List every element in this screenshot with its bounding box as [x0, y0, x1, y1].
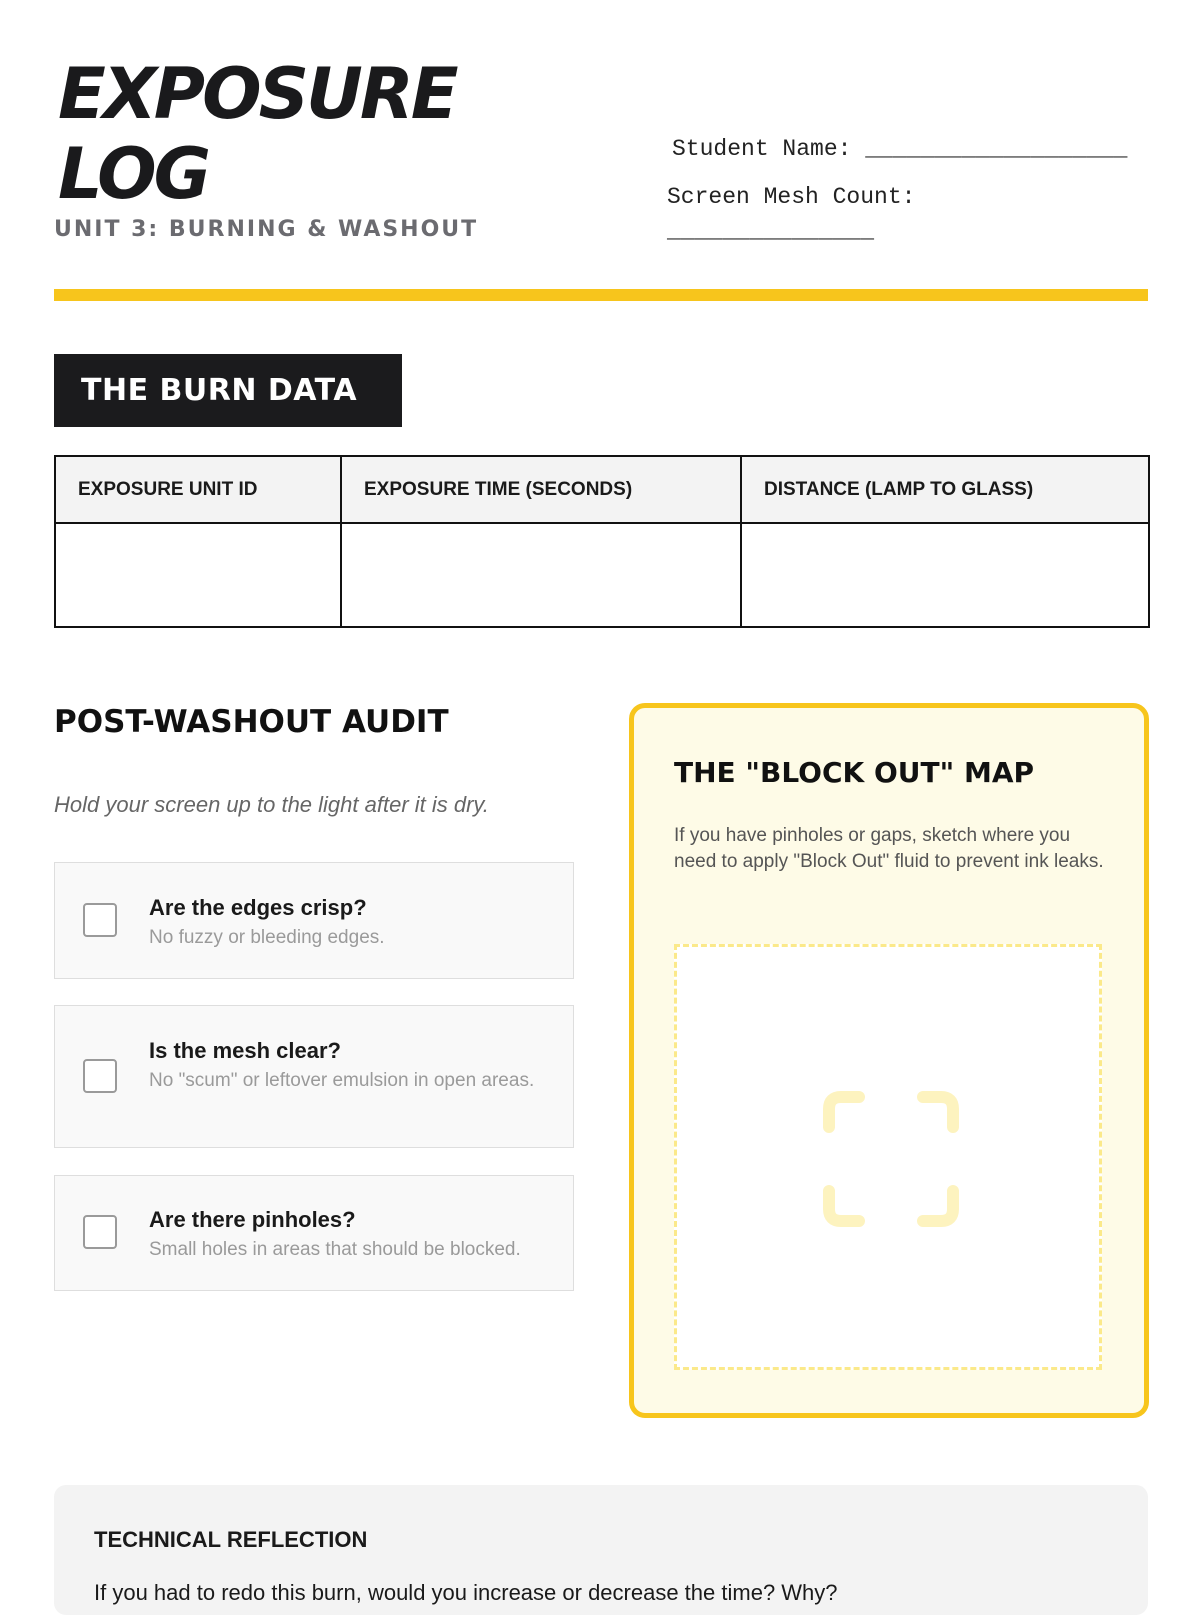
- column-header-unit-id: EXPOSURE UNIT ID: [55, 456, 341, 523]
- exposure-time-cell[interactable]: [341, 523, 741, 627]
- checklist-question: Is the mesh clear?: [149, 1038, 341, 1063]
- reflection-title: TECHNICAL REFLECTION: [94, 1527, 368, 1552]
- distance-cell[interactable]: [741, 523, 1149, 627]
- header-divider: [54, 289, 1148, 301]
- technical-reflection-section: [54, 1485, 1148, 1615]
- block-out-map-panel: [629, 703, 1149, 1418]
- burn-data-table: [54, 455, 1150, 628]
- block-out-map-description: If you have pinholes or gaps, sketch where you need to apply "Block Out" fluid to prevent ink leaks.: [674, 825, 1104, 872]
- page-title: [58, 54, 456, 214]
- checklist-detail: No fuzzy or bleeding edges.: [149, 927, 385, 948]
- table-row: [55, 523, 1149, 627]
- title-line-1: EXPOSURE: [58, 53, 456, 135]
- column-header-distance: DISTANCE (LAMP TO GLASS): [741, 456, 1149, 523]
- block-out-map-title: THE "BLOCK OUT" MAP: [674, 756, 1035, 789]
- checkbox[interactable]: [83, 1215, 117, 1249]
- checklist-item-edges: [54, 862, 574, 979]
- column-header-exposure-time: EXPOSURE TIME (SECONDS): [341, 456, 741, 523]
- audit-heading: POST-WASHOUT AUDIT: [54, 704, 449, 740]
- mesh-count-label: Screen Mesh Count:: [667, 184, 916, 210]
- checkbox[interactable]: [83, 903, 117, 937]
- audit-hint: Hold your screen up to the light after it is dry.: [54, 792, 489, 817]
- mesh-count-field[interactable]: _______________: [667, 218, 875, 244]
- unit-subtitle: UNIT 3: BURNING & WASHOUT: [54, 217, 479, 242]
- checkbox[interactable]: [83, 1059, 117, 1093]
- checklist-item-mesh: [54, 1005, 574, 1148]
- frame-corners-icon: [823, 1091, 959, 1227]
- student-name-field[interactable]: Student Name: ___________________: [672, 136, 1128, 162]
- checklist-detail: No "scum" or leftover emulsion in open areas.: [149, 1070, 535, 1091]
- title-line-2: LOG: [58, 133, 209, 215]
- sketch-area[interactable]: [674, 944, 1102, 1370]
- checklist-item-pinholes: [54, 1175, 574, 1291]
- checklist-question: Are the edges crisp?: [149, 895, 367, 920]
- unit-id-cell[interactable]: [55, 523, 341, 627]
- checklist-detail: Small holes in areas that should be blocked.: [149, 1239, 521, 1260]
- table-header-row: [55, 456, 1149, 523]
- burn-data-heading: THE BURN DATA: [54, 354, 402, 427]
- reflection-question: If you had to redo this burn, would you increase or decrease the time? Why?: [94, 1580, 838, 1605]
- checklist-question: Are there pinholes?: [149, 1207, 356, 1232]
